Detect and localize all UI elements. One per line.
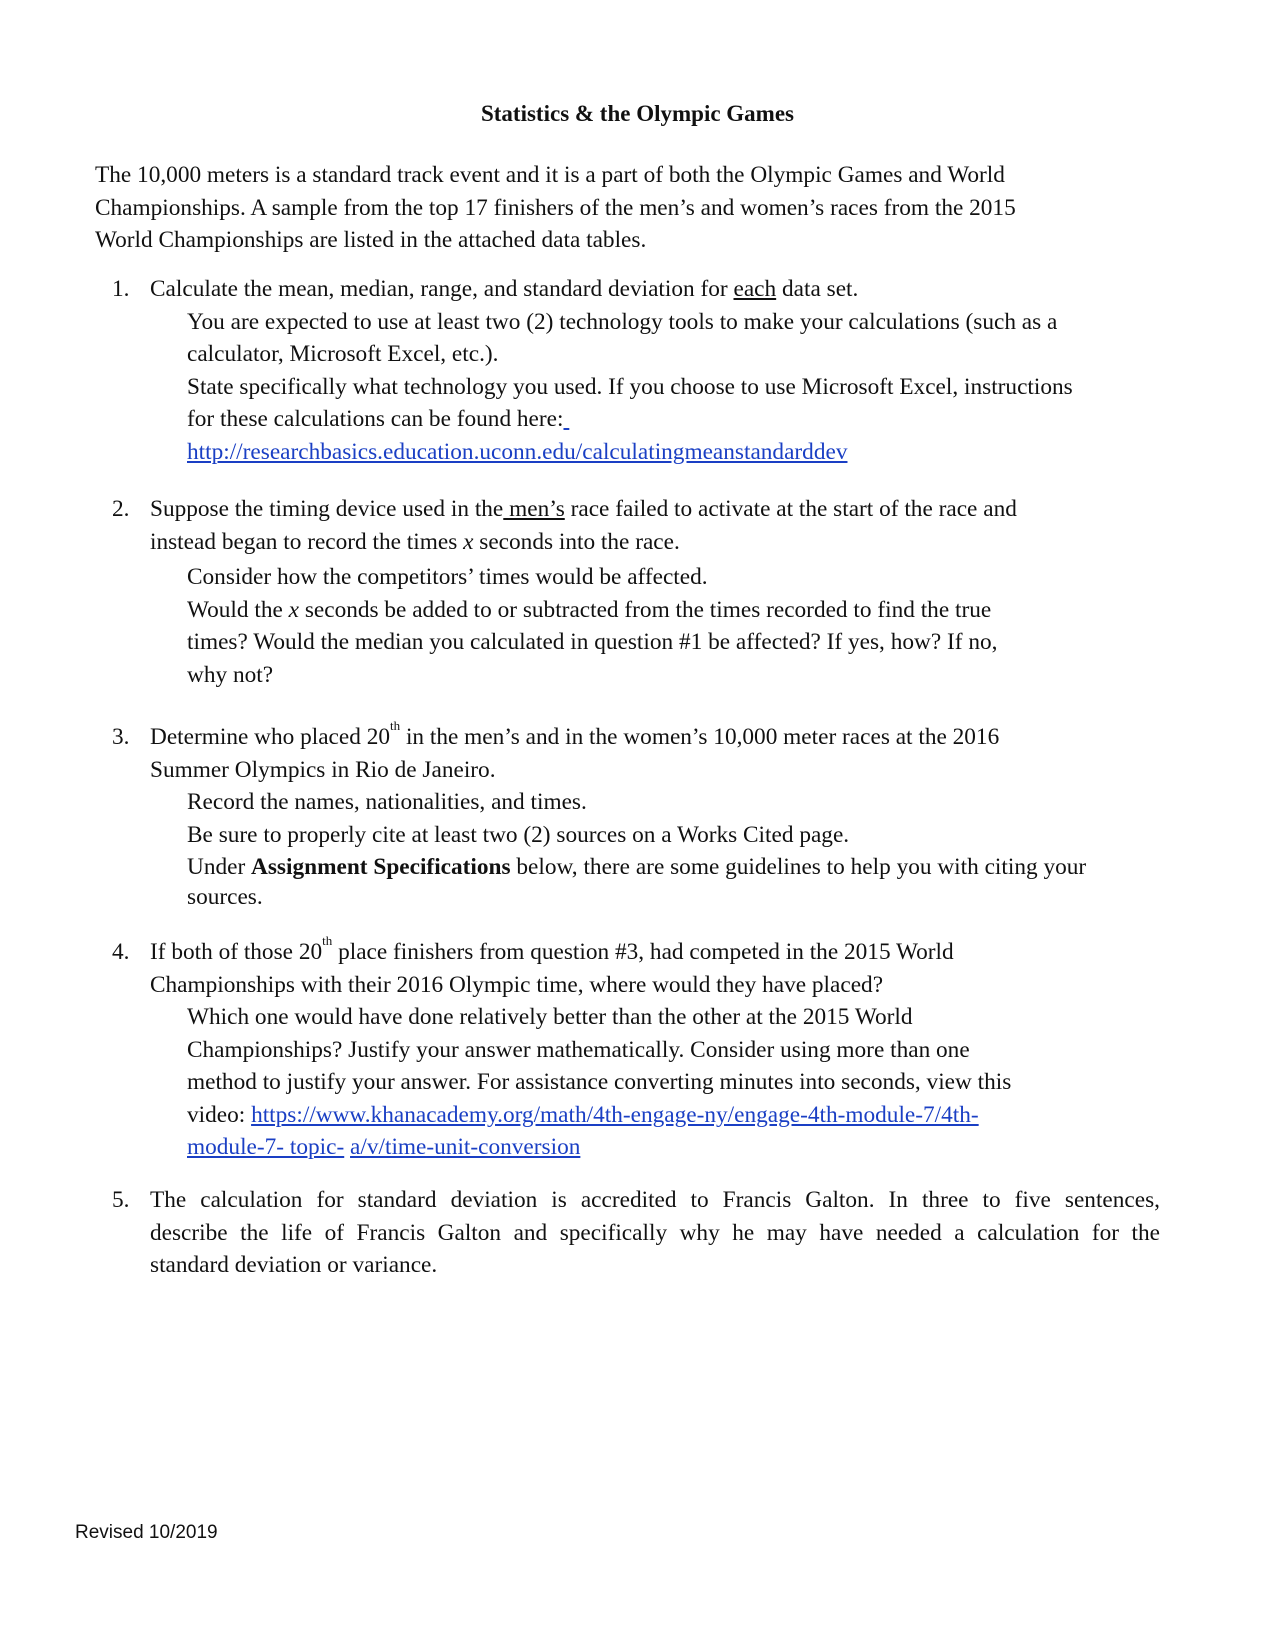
- instruction-line: State specifically what technology you used. If you choose to use Microsoft Excel, instructions: [187, 373, 1073, 400]
- instruction-line: [150, 1131, 1160, 1164]
- instruction-line: times? Would the median you calculated in question #1 be affected? If yes, how? If no,: [187, 629, 998, 655]
- underlined-word: each: [733, 276, 777, 302]
- intro-line: World Championships are listed in the attached data tables.: [95, 227, 647, 253]
- question-prompt: Summer Olympics in Rio de Janeiro.: [150, 756, 496, 783]
- khan-academy-link[interactable]: https://www.khanacademy.org/math/4th-engage-ny/engage-4th-module-7/4th-: [251, 1101, 979, 1128]
- question-prompt: [150, 273, 1160, 306]
- question-prompt: [150, 526, 1160, 559]
- instruction-text: video:: [187, 1101, 252, 1128]
- question-prompt: standard deviation or variance.: [150, 1252, 438, 1278]
- instruction-line: Which one would have done relatively better than the other at the 2015 World: [187, 1004, 913, 1030]
- instruction-line: [150, 851, 1160, 884]
- question-prompt: describe the life of Francis Galton and specifically why he may have needed a calculation for the: [150, 1219, 1160, 1246]
- prompt-text: in the men’s and in the women’s 10,000 meter races at the 2016: [400, 724, 1000, 750]
- question-prompt: [150, 493, 1160, 526]
- question-body: [150, 718, 1160, 911]
- variable-x: x: [463, 528, 474, 555]
- question-prompt: The calculation for standard deviation is accredited to Francis Galton. In three to five sentences,: [150, 1187, 1160, 1213]
- ordinal-suffix: th: [322, 933, 333, 948]
- question-number: 1.: [112, 276, 130, 302]
- instruction-text: for these calculations can be found here:: [187, 406, 564, 432]
- prompt-text: Determine who placed 20: [150, 724, 390, 750]
- intro-line: The 10,000 meters is a standard track event and it is a part of both the Olympic Games and World: [95, 162, 1005, 188]
- question-number: 2.: [112, 496, 130, 522]
- ordinal-suffix: th: [390, 718, 401, 733]
- prompt-text: race failed to activate at the start of the race and: [564, 496, 1017, 522]
- question-body: [150, 1184, 1160, 1282]
- prompt-text: place finishers from question #3, had competed in the 2015 World: [332, 939, 954, 965]
- prompt-text: Suppose the timing device used in the: [150, 496, 504, 522]
- instruction-line: Record the names, nationalities, and times.: [187, 789, 587, 815]
- instruction-text: seconds be added to or subtracted from the times recorded to find the true: [299, 596, 992, 623]
- question-number: 3.: [112, 724, 130, 750]
- question-prompt: [150, 933, 1160, 969]
- revision-footer: Revised 10/2019: [75, 1522, 218, 1543]
- question-number: 5.: [112, 1187, 130, 1213]
- instruction-line: calculator, Microsoft Excel, etc.).: [187, 341, 499, 367]
- underlined-word: men’s: [503, 496, 565, 522]
- instruction-line: [150, 403, 1160, 436]
- instruction-line: [150, 1099, 1160, 1132]
- instruction-text: Would the: [187, 596, 289, 623]
- prompt-text: If both of those 20: [150, 939, 323, 965]
- prompt-text: Calculate the mean, median, range, and standard deviation for: [150, 276, 734, 302]
- instruction-line: Consider how the competitors’ times would be affected.: [187, 564, 708, 590]
- instruction-line: [150, 594, 1160, 627]
- prompt-text: instead began to record the times: [150, 528, 464, 555]
- instruction-text: below, there are some guidelines to help you with citing your: [510, 854, 1087, 880]
- instruction-line: method to justify your answer. For assistance converting minutes into seconds, view this: [187, 1069, 1012, 1095]
- instruction-line: why not?: [187, 661, 274, 688]
- bold-heading-reference: Assignment Specifications: [251, 854, 511, 880]
- prompt-text: seconds into the race.: [473, 528, 680, 555]
- instruction-line: Be sure to properly cite at least two (2) sources on a Works Cited page.: [187, 821, 850, 848]
- question-prompt: Championships with their 2016 Olympic time, where would they have placed?: [150, 971, 884, 998]
- prompt-text: data set.: [776, 276, 859, 302]
- khan-academy-link[interactable]: module-7- topic-: [187, 1134, 345, 1160]
- link-underline-stub: [563, 406, 569, 432]
- intro-paragraph: [95, 159, 1155, 257]
- instruction-line: sources.: [187, 883, 263, 910]
- question-number: 4.: [112, 939, 130, 965]
- variable-x: x: [288, 596, 299, 623]
- intro-line: Championships. A sample from the top 17 finishers of the men’s and women’s races from the 2015: [95, 194, 1016, 221]
- instruction-text: Under: [187, 854, 252, 880]
- question-body: [150, 933, 1160, 1164]
- instruction-line: You are expected to use at least two (2) technology tools to make your calculations (such as a: [187, 308, 1058, 335]
- question-body: [150, 493, 1160, 691]
- excel-instructions-line: [150, 436, 1160, 469]
- instruction-line: Championships? Justify your answer mathematically. Consider using more than one: [187, 1036, 970, 1063]
- question-prompt: [150, 718, 1160, 754]
- khan-academy-link[interactable]: a/v/time-unit-conversion: [350, 1134, 581, 1160]
- excel-instructions-link[interactable]: http://researchbasics.education.uconn.edu/calculatingmeanstandarddev: [187, 438, 848, 465]
- page-title: Statistics & the Olympic Games: [480, 101, 794, 126]
- question-body: [150, 273, 1160, 468]
